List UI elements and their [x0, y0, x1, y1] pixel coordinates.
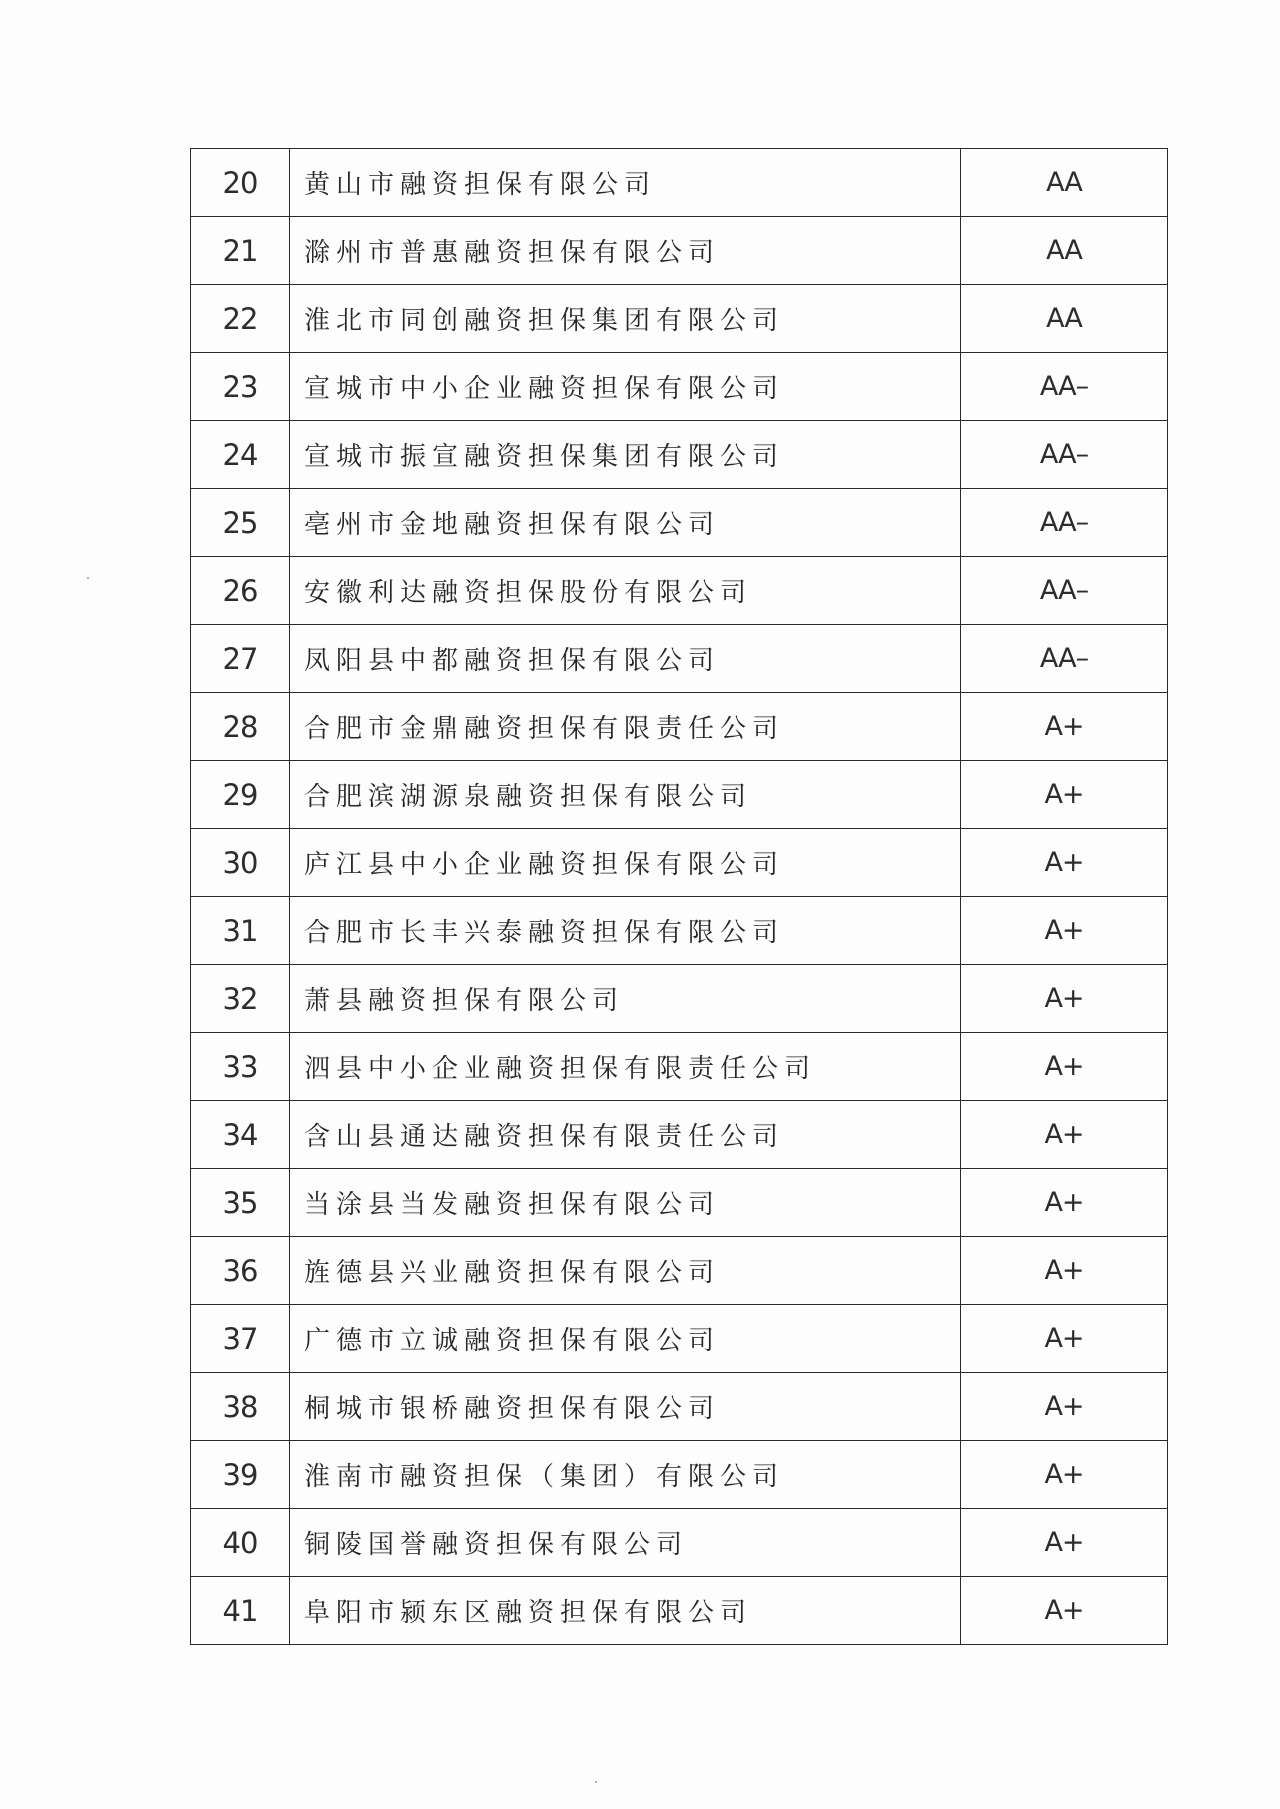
row-number: 28 [191, 693, 290, 761]
table-row [191, 1237, 1168, 1305]
credit-rating: AA– [961, 353, 1168, 421]
credit-rating: A+ [961, 1373, 1168, 1441]
row-number: 25 [191, 489, 290, 557]
row-number: 38 [191, 1373, 290, 1441]
table-row [191, 693, 1168, 761]
credit-rating: A+ [961, 1033, 1168, 1101]
company-name: 铜陵国誉融资担保有限公司 [290, 1509, 961, 1577]
row-number: 31 [191, 897, 290, 965]
table-row [191, 1577, 1168, 1645]
company-name: 广德市立诚融资担保有限公司 [290, 1305, 961, 1373]
company-name: 当涂县当发融资担保有限公司 [290, 1169, 961, 1237]
credit-rating: A+ [961, 693, 1168, 761]
row-number: 39 [191, 1441, 290, 1509]
company-name: 旌德县兴业融资担保有限公司 [290, 1237, 961, 1305]
company-name: 合肥滨湖源泉融资担保有限公司 [290, 761, 961, 829]
table-row [191, 625, 1168, 693]
company-name: 合肥市长丰兴泰融资担保有限公司 [290, 897, 961, 965]
credit-rating: A+ [961, 1577, 1168, 1645]
table-row [191, 1033, 1168, 1101]
row-number: 33 [191, 1033, 290, 1101]
table-row [191, 1305, 1168, 1373]
row-number: 23 [191, 353, 290, 421]
table-row [191, 353, 1168, 421]
credit-rating: A+ [961, 1509, 1168, 1577]
table-row [191, 149, 1168, 217]
row-number: 27 [191, 625, 290, 693]
row-number: 32 [191, 965, 290, 1033]
table-row [191, 1101, 1168, 1169]
company-name: 滁州市普惠融资担保有限公司 [290, 217, 961, 285]
table-row [191, 1509, 1168, 1577]
company-name: 安徽利达融资担保股份有限公司 [290, 557, 961, 625]
table-row [191, 829, 1168, 897]
table-row [191, 761, 1168, 829]
company-name: 凤阳县中都融资担保有限公司 [290, 625, 961, 693]
company-name: 宣城市中小企业融资担保有限公司 [290, 353, 961, 421]
table-row [191, 421, 1168, 489]
company-name: 含山县通达融资担保有限责任公司 [290, 1101, 961, 1169]
table-row [191, 1441, 1168, 1509]
table-row [191, 217, 1168, 285]
row-number: 20 [191, 149, 290, 217]
credit-rating: AA– [961, 625, 1168, 693]
table-row [191, 1169, 1168, 1237]
row-number: 37 [191, 1305, 290, 1373]
company-name: 淮北市同创融资担保集团有限公司 [290, 285, 961, 353]
credit-rating: AA [961, 285, 1168, 353]
row-number: 40 [191, 1509, 290, 1577]
credit-rating: A+ [961, 1305, 1168, 1373]
credit-rating: A+ [961, 1441, 1168, 1509]
row-number: 41 [191, 1577, 290, 1645]
credit-rating: A+ [961, 829, 1168, 897]
company-name: 萧县融资担保有限公司 [290, 965, 961, 1033]
table-row [191, 489, 1168, 557]
credit-rating: AA [961, 149, 1168, 217]
company-name: 合肥市金鼎融资担保有限责任公司 [290, 693, 961, 761]
credit-rating: A+ [961, 1237, 1168, 1305]
row-number: 30 [191, 829, 290, 897]
table-row [191, 965, 1168, 1033]
credit-rating: A+ [961, 761, 1168, 829]
table-row [191, 557, 1168, 625]
table-row [191, 897, 1168, 965]
company-name: 阜阳市颍东区融资担保有限公司 [290, 1577, 961, 1645]
credit-rating: A+ [961, 965, 1168, 1033]
company-name: 亳州市金地融资担保有限公司 [290, 489, 961, 557]
row-number: 24 [191, 421, 290, 489]
rating-table-body [191, 149, 1168, 1645]
scan-speck [87, 577, 89, 579]
credit-rating: AA– [961, 489, 1168, 557]
credit-rating: AA– [961, 557, 1168, 625]
row-number: 22 [191, 285, 290, 353]
credit-rating: AA– [961, 421, 1168, 489]
company-name: 桐城市银桥融资担保有限公司 [290, 1373, 961, 1441]
row-number: 29 [191, 761, 290, 829]
company-name: 庐江县中小企业融资担保有限公司 [290, 829, 961, 897]
credit-rating: AA [961, 217, 1168, 285]
row-number: 21 [191, 217, 290, 285]
table-row [191, 285, 1168, 353]
credit-rating: A+ [961, 1169, 1168, 1237]
table-row [191, 1373, 1168, 1441]
row-number: 36 [191, 1237, 290, 1305]
company-name: 宣城市振宣融资担保集团有限公司 [290, 421, 961, 489]
company-name: 淮南市融资担保（集团）有限公司 [290, 1441, 961, 1509]
company-name: 泗县中小企业融资担保有限责任公司 [290, 1033, 961, 1101]
company-name: 黄山市融资担保有限公司 [290, 149, 961, 217]
row-number: 26 [191, 557, 290, 625]
row-number: 34 [191, 1101, 290, 1169]
scan-speck [595, 1781, 597, 1783]
credit-rating: A+ [961, 1101, 1168, 1169]
rating-table [190, 148, 1168, 1645]
row-number: 35 [191, 1169, 290, 1237]
credit-rating: A+ [961, 897, 1168, 965]
